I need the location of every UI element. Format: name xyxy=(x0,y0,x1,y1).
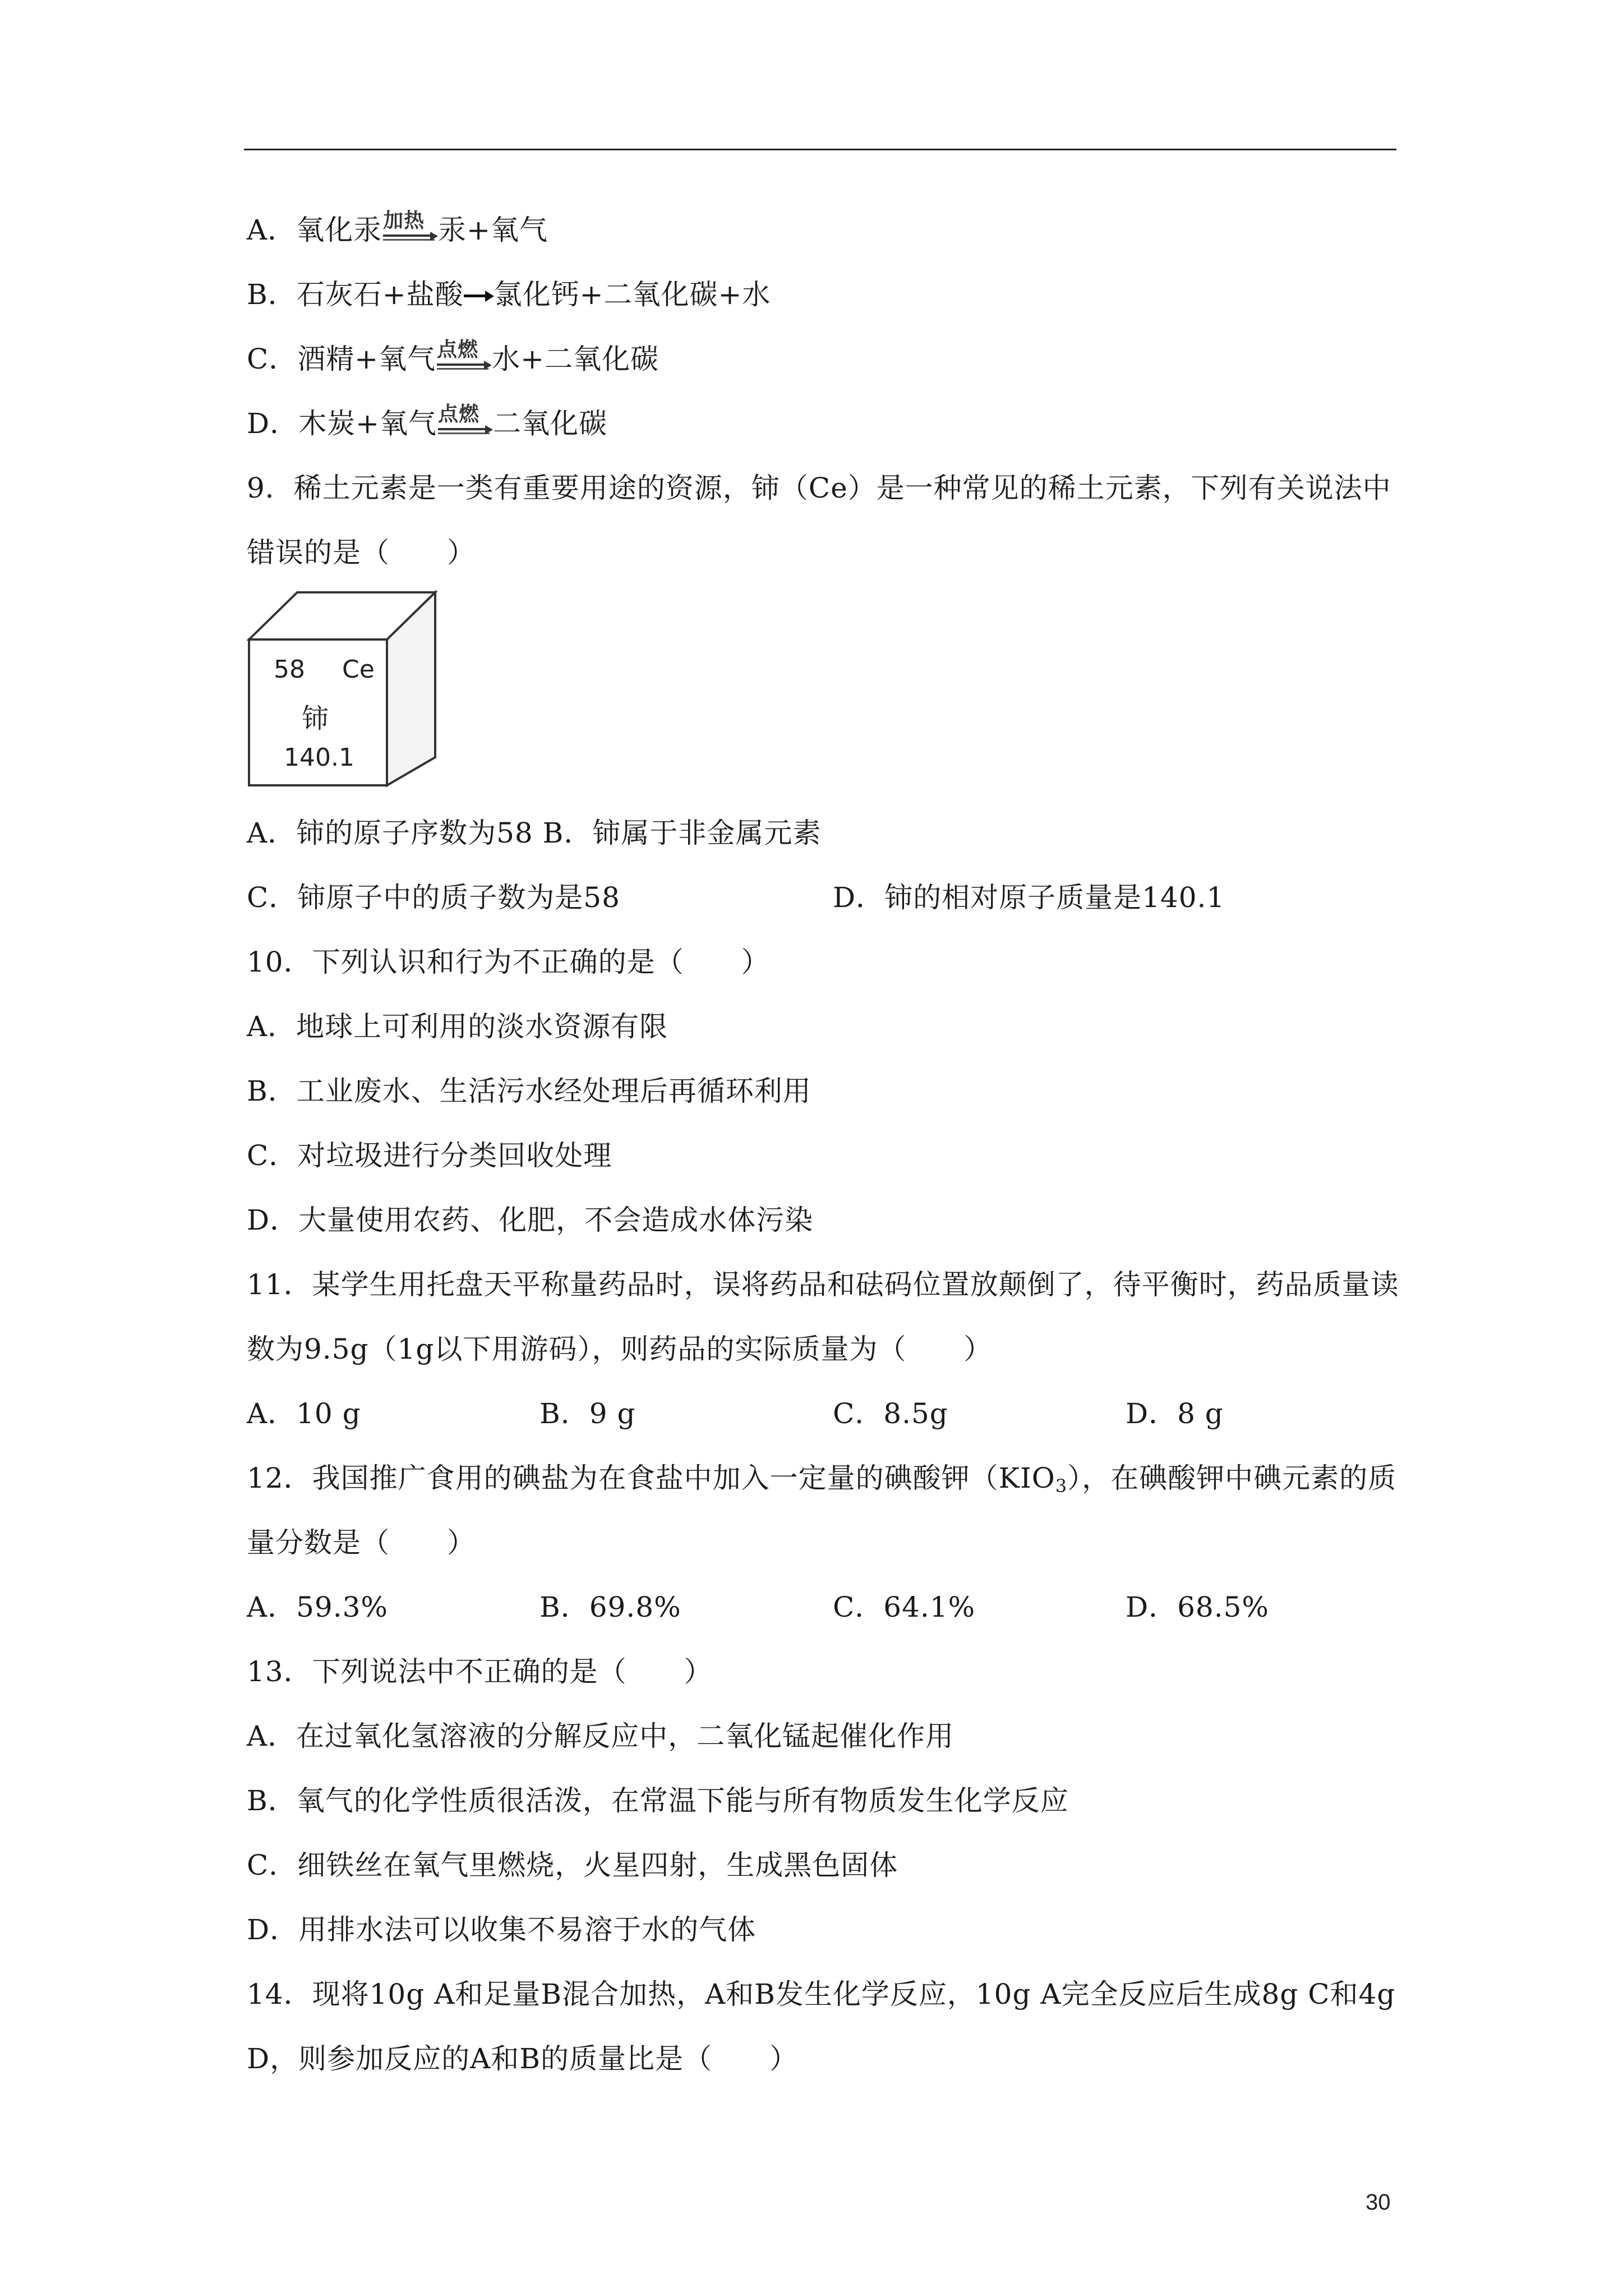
q11-option-a: A．10 g xyxy=(247,1397,361,1430)
reaction-arrow-icon xyxy=(464,278,494,311)
q13-option-a: A．在过氧化氢溶液的分解反应中，二氧化锰起催化作用 xyxy=(247,1720,955,1752)
element-symbol: Ce xyxy=(342,655,375,684)
element-name: 铈 xyxy=(302,703,329,734)
q12-option-b: B．69.8% xyxy=(540,1591,681,1623)
condition-label: 点燃 xyxy=(437,338,479,361)
q11-stem-line2: 数为9.5g（1g以下用游码），则药品的实际质量为（ ） xyxy=(247,1333,993,1365)
page-number: 30 xyxy=(1366,2190,1391,2215)
atomic-mass: 140.1 xyxy=(284,743,354,772)
q8-option-a xyxy=(247,209,548,247)
q12-stem-pre: 12．我国推广食用的碘盐为在食盐中加入一定量的碘酸钾（KIO xyxy=(247,1462,1055,1494)
q8-option-b-post: 氯化钙+二氧化碳+水 xyxy=(494,278,771,311)
q14-stem-line1: 14．现将10g A和足量B混合加热，A和B发生化学反应，10g A完全反应后生成8g C和4g xyxy=(247,1978,1396,2010)
q10-option-d: D．大量使用农药、化肥，不会造成水体污染 xyxy=(247,1204,814,1236)
q12-option-d: D．68.5% xyxy=(1126,1591,1269,1623)
q10-option-c: C．对垃圾进行分类回收处理 xyxy=(247,1139,612,1172)
q8-option-c-post: 水+二氧化碳 xyxy=(492,343,660,375)
q13-option-b: B．氧气的化学性质很活泼，在常温下能与所有物质发生化学反应 xyxy=(247,1784,1069,1817)
header-rule xyxy=(244,149,1396,150)
q10-option-b: B．工业废水、生活污水经处理后再循环利用 xyxy=(247,1075,811,1107)
atomic-number: 58 xyxy=(274,655,305,684)
q11-stem-line1: 11．某学生用托盘天平称量药品时，误将药品和砝码位置放颠倒了，待平衡时，药品质量读 xyxy=(247,1268,1399,1301)
q8-option-a-pre: A．氧化汞 xyxy=(247,214,382,246)
q10-stem: 10．下列认识和行为不正确的是（ ） xyxy=(247,946,770,978)
q13-option-c: C．细铁丝在氧气里燃烧，火星四射，生成黑色固体 xyxy=(247,1849,898,1881)
condition-label: 点燃 xyxy=(437,403,479,426)
q12-option-a: A．59.3% xyxy=(247,1591,388,1623)
ignition-arrow-icon xyxy=(437,403,493,440)
q11-option-b: B．9 g xyxy=(540,1397,636,1430)
q8-option-a-post: 汞+氧气 xyxy=(438,214,548,246)
q9-option-c: C．铈原子中的质子数为是58 xyxy=(247,881,620,914)
q12-stem-line2: 量分数是（ ） xyxy=(247,1526,476,1559)
q11-option-c: C．8.5g xyxy=(833,1397,948,1430)
q12-stem-post: ），在碘酸钾中碘元素的质 xyxy=(1067,1462,1397,1494)
q10-option-a: A．地球上可利用的淡水资源有限 xyxy=(247,1010,668,1043)
q8-option-d xyxy=(247,403,607,440)
q9-stem-line2: 错误的是（ ） xyxy=(247,536,476,569)
q11-option-d: D．8 g xyxy=(1126,1397,1224,1430)
periodic-element-card xyxy=(247,589,437,788)
heating-arrow-icon xyxy=(382,209,438,247)
q12-stem-line1 xyxy=(247,1461,1396,1503)
q9-option-d: D．铈的相对原子质量是140.1 xyxy=(833,881,1225,914)
q8-option-c xyxy=(247,338,660,376)
q8-option-d-pre: D．木炭+氧气 xyxy=(247,407,437,440)
q8-option-b xyxy=(247,278,771,311)
q12-subscript: 3 xyxy=(1055,1475,1068,1497)
q12-option-c: C．64.1% xyxy=(833,1591,976,1623)
q13-option-d: D．用排水法可以收集不易溶于水的气体 xyxy=(247,1913,757,1946)
q14-stem-line2: D，则参加反应的A和B的质量比是（ ） xyxy=(247,2042,798,2075)
q9-options-ab: A．铈的原子序数为58 B．铈属于非金属元素 xyxy=(247,817,822,849)
q13-stem: 13．下列说法中不正确的是（ ） xyxy=(247,1655,713,1688)
q9-stem-line1: 9．稀土元素是一类有重要用途的资源，铈（Ce）是一种常见的稀土元素，下列有关说法中 xyxy=(247,472,1391,504)
q8-option-d-post: 二氧化碳 xyxy=(492,407,607,440)
condition-label: 加热 xyxy=(383,209,425,232)
q8-option-b-pre: B．石灰石+盐酸 xyxy=(247,278,464,311)
ignition-arrow-icon xyxy=(436,338,492,376)
q8-option-c-pre: C．酒精+氧气 xyxy=(247,343,436,375)
